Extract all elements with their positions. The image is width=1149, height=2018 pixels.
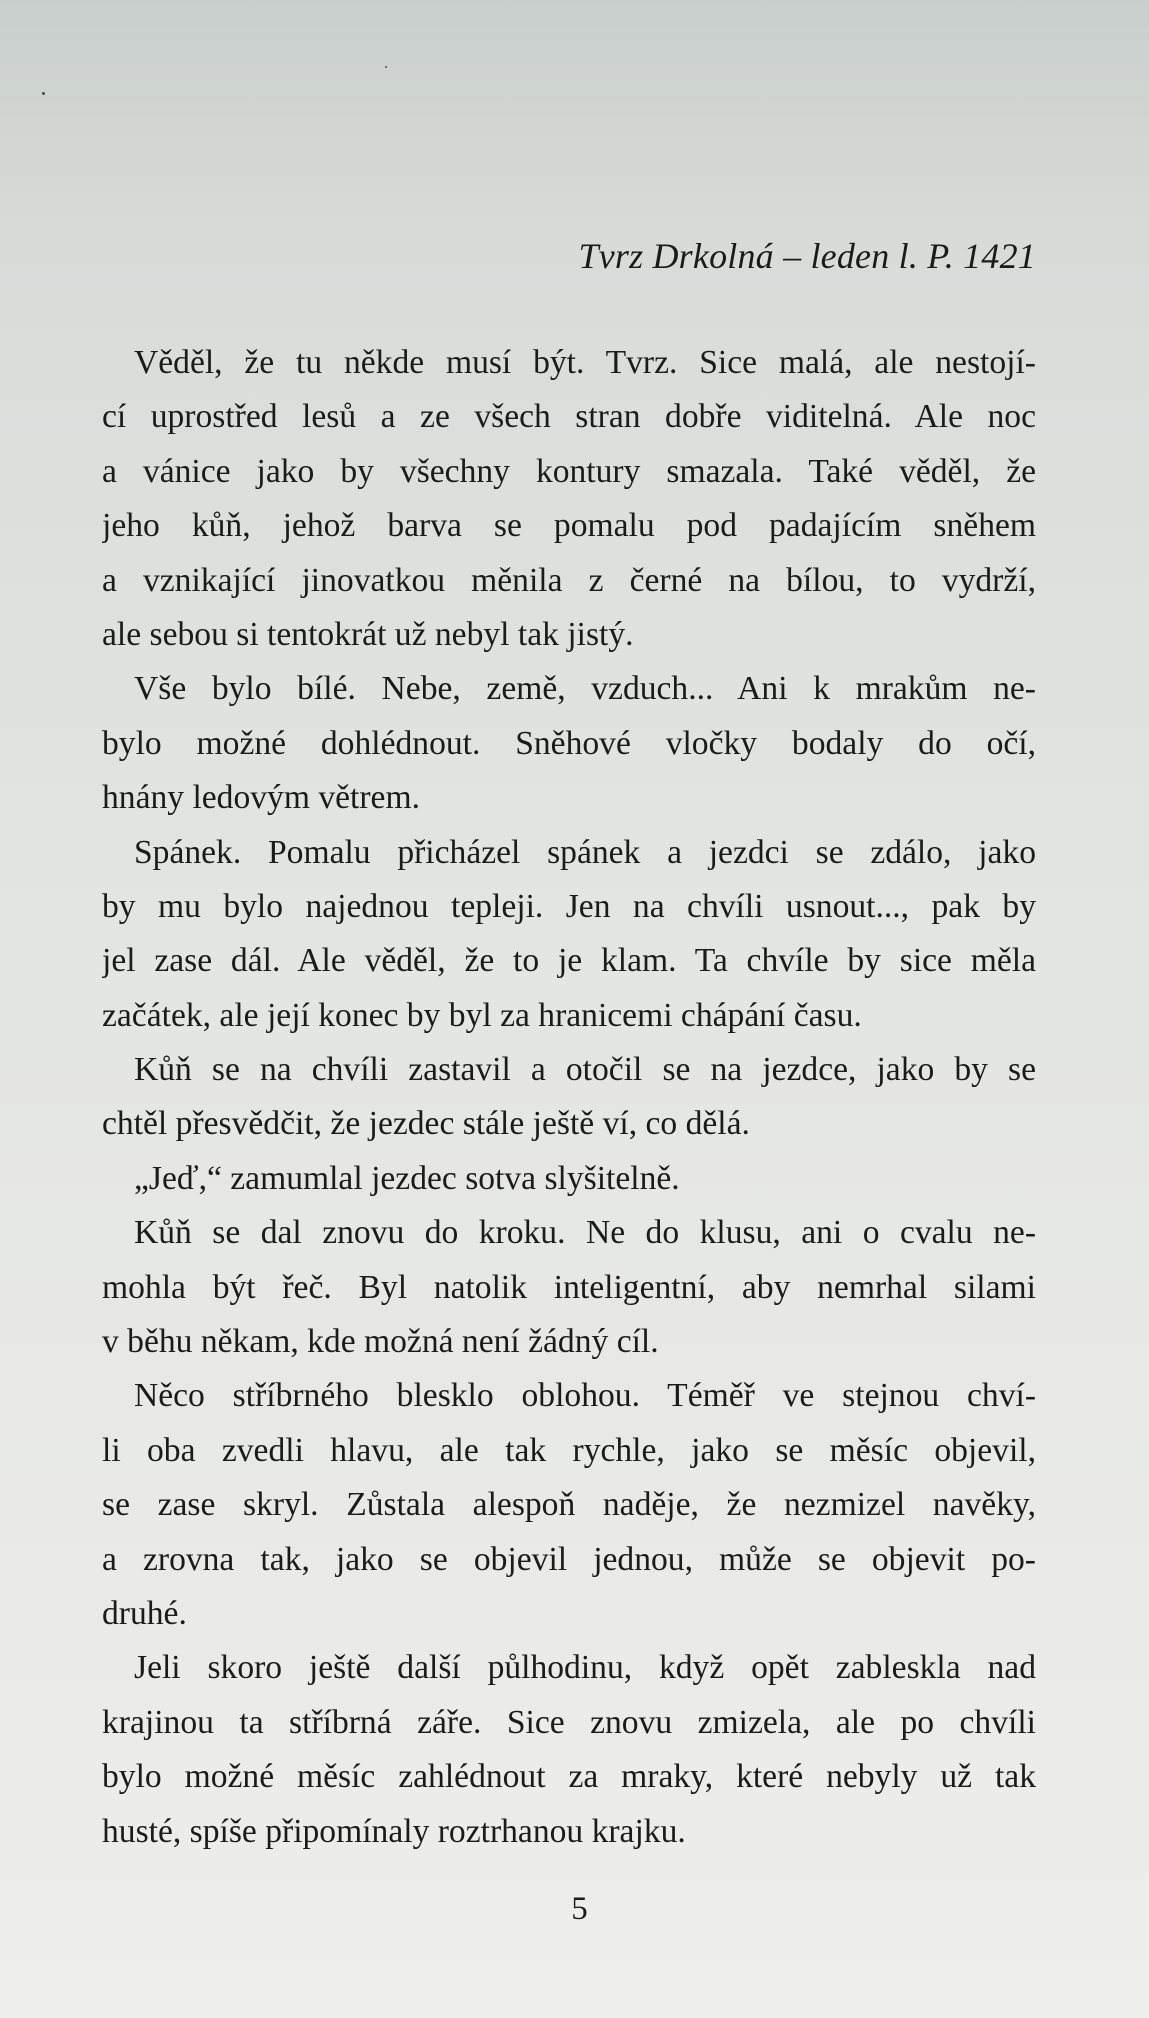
paragraph: [102, 1043, 1036, 1152]
dust-speck: [42, 92, 45, 95]
dust-speck: [385, 66, 387, 68]
text-line: Vše bylo bílé. Nebe, země, vzduch... Ani k mrakům ne-: [134, 670, 1036, 708]
paragraph: [102, 1206, 1036, 1369]
chapter-heading: Tvrz Drkolná – leden l. P. 1421: [578, 236, 1036, 276]
paragraph: [102, 1369, 1036, 1641]
paragraph: [102, 662, 1036, 825]
text-line: ale sebou si tentokrát už nebyl tak jistý.: [102, 615, 634, 653]
text-line: Věděl, že tu někde musí být. Tvrz. Sice malá, ale nestojí-: [134, 344, 1036, 381]
text-line: chtěl přesvědčit, že jezdec stále ještě ví, co dělá.: [102, 1105, 750, 1143]
text-line: se zase skryl. Zůstala alespoň naděje, že nezmizel navěky,: [102, 1486, 1036, 1524]
text-line: jeho kůň, jehož barva se pomalu pod padajícím sněhem: [102, 507, 1036, 545]
text-line: Něco stříbrného blesklo oblohou. Téměř ve stejnou chví-: [134, 1377, 1036, 1415]
text-line: druhé.: [102, 1594, 187, 1632]
text-line: krajinou ta stříbrná záře. Sice znovu zmizela, ale po chvíli: [102, 1703, 1036, 1741]
text-line: Jeli skoro ještě další půlhodinu, když opět zableskla nad: [134, 1649, 1036, 1687]
text-line: mohla být řeč. Byl natolik inteligentní, aby nemrhal silami: [102, 1268, 1036, 1306]
text-line: a vznikající jinovatkou měnila z černé na bílou, to vydrží,: [102, 561, 1036, 599]
text-line: bylo možné měsíc zahlédnout za mraky, které nebyly už tak: [102, 1758, 1036, 1796]
text-line: Spánek. Pomalu přicházel spánek a jezdci se zdálo, jako: [134, 833, 1036, 871]
body-text: [102, 336, 1036, 1859]
text-line: Kůň se na chvíli zastavil a otočil se na jezdce, jako by se: [134, 1051, 1036, 1089]
text-line: Kůň se dal znovu do kroku. Ne do klusu, ani o cvalu ne-: [134, 1214, 1036, 1252]
text-line: a vánice jako by všechny kontury smazala. Také věděl, že: [102, 452, 1036, 490]
paragraph: [102, 336, 1036, 662]
paragraph: [102, 1152, 1036, 1206]
text-line: by mu bylo najednou tepleji. Jen na chvíli usnout..., pak by: [102, 887, 1036, 925]
text-line: bylo možné dohlédnout. Sněhové vločky bodaly do očí,: [102, 724, 1036, 762]
paragraph: [102, 826, 1036, 1044]
text-line: a zrovna tak, jako se objevil jednou, může se objevit po-: [102, 1540, 1036, 1578]
page-number: 5: [571, 1891, 588, 1927]
text-line: v běhu někam, kde možná není žádný cíl.: [102, 1323, 659, 1361]
text-line: „Jeď,“ zamumlal jezdec sotva slyšitelně.: [134, 1159, 680, 1197]
text-line: začátek, ale její konec by byl za hranicemi chápání času.: [102, 996, 862, 1034]
text-line: li oba zvedli hlavu, ale tak rychle, jako se měsíc objevil,: [102, 1431, 1036, 1469]
paragraph: [102, 1641, 1036, 1859]
text-line: husté, spíše připomínaly roztrhanou krajku.: [102, 1812, 686, 1850]
text-line: cí uprostřed lesů a ze všech stran dobře viditelná. Ale noc: [102, 398, 1036, 436]
text-line: hnány ledovým větrem.: [102, 779, 420, 817]
text-line: jel zase dál. Ale věděl, že to je klam. Ta chvíle by sice měla: [102, 942, 1036, 980]
